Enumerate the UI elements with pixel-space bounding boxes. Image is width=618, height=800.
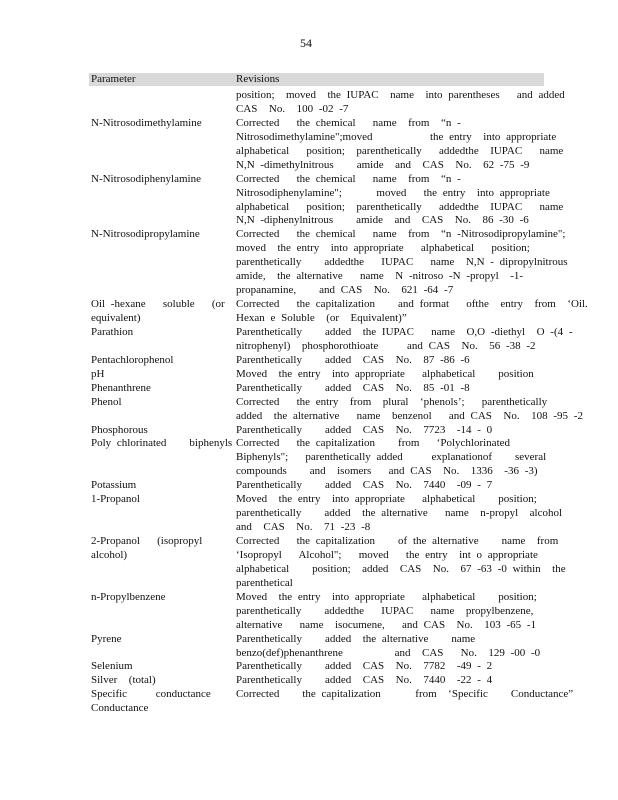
revision-cell <box>236 688 574 716</box>
parameter-cell <box>91 437 236 479</box>
revision-line: Corrected the chemical name from “n -Nitrosodipropylamine"; <box>236 228 566 241</box>
table-row <box>91 172 564 229</box>
table-row <box>91 535 566 591</box>
revision-line: Parenthetically added CAS No. 7723 -14 - 0 <box>236 423 493 436</box>
table-row <box>91 674 541 688</box>
parameter-cell <box>91 298 236 326</box>
table-row <box>91 395 583 424</box>
parameter-line: N-Nitrosodipropylamine <box>91 228 200 241</box>
parameter-line: Phenol <box>91 395 122 408</box>
revision-cell <box>236 674 536 688</box>
revision-cell <box>236 479 536 493</box>
table-row <box>91 228 568 298</box>
revision-line: position; moved the IUPAC name into parentheses and added <box>236 89 565 101</box>
revision-cell <box>236 228 568 298</box>
revision-line: compounds and isomers and CAS No. 1336 -36 -3) <box>236 465 538 478</box>
revision-line: propanamine, and CAS No. 621 -64 -7 <box>236 284 454 297</box>
revision-line: Moved the entry into appropriate alphabetical position <box>236 367 534 380</box>
revision-cell <box>236 89 565 117</box>
parameter-cell <box>91 535 236 591</box>
revision-line: Nitrosodiphenylamine"; moved the entry into appropriate <box>236 186 550 199</box>
revision-line: alphabetical position; parenthetically addedthe IUPAC name <box>236 200 564 213</box>
revision-line: Corrected the chemical name from “n - <box>236 172 461 185</box>
parameter-line: alcohol) <box>91 548 128 561</box>
parameter-cell <box>91 326 236 354</box>
revision-line: Parenthetically added CAS No. 85 -01 -8 <box>236 381 470 394</box>
parameter-line: Parathion <box>91 325 134 338</box>
parameter-cell <box>91 688 236 716</box>
revision-line: nitrophenyl) phosphorothioate and CAS No. 56 -38 -2 <box>236 339 536 352</box>
parameter-cell <box>91 660 236 674</box>
revision-line: Hexan e Soluble (or Equivalent)” <box>236 312 407 324</box>
revision-cell <box>236 325 573 354</box>
parameter-line: 2-Propanol (isopropyl <box>91 535 203 547</box>
revision-cell <box>236 382 536 396</box>
parameter-line: Phenanthrene <box>91 381 151 394</box>
parameter-cell <box>91 117 236 173</box>
table-row <box>91 382 541 396</box>
table-row <box>91 493 563 535</box>
table-row <box>91 660 541 674</box>
revision-cell <box>236 116 564 173</box>
revision-line: benzo(def)phenanthrene and CAS No. 129 -00 -0 <box>236 646 541 659</box>
parameter-cell <box>91 173 236 229</box>
revision-cell <box>236 493 563 535</box>
revision-line: Nitrosodimethylamine";moved the entry into appropriate <box>236 130 557 143</box>
revision-cell <box>236 368 536 382</box>
revision-line: Corrected the capitalization from ‘Polychlorinated <box>236 437 511 450</box>
revision-line: alphabetical position; added CAS No. 67 -63 -0 within the <box>236 562 566 575</box>
revision-line: and CAS No. 71 -23 -8 <box>236 521 371 534</box>
parameter-line: Pyrene <box>91 632 122 645</box>
parameter-line: n-Propylbenzene <box>91 590 166 603</box>
parameter-cell <box>91 228 236 298</box>
revision-line: parenthetically addedthe IUPAC name N,N - dipropylnitrous <box>236 256 568 269</box>
table-row <box>91 354 541 368</box>
parameter-line: Phosphorous <box>91 423 148 436</box>
revision-line: parenthetically addedthe IUPAC name propylbenzene, <box>236 604 534 617</box>
parameter-line: N-Nitrosodimethylamine <box>91 116 202 129</box>
revision-line: Parenthetically added the IUPAC name O,O -diethyl O -(4 - <box>236 325 573 338</box>
table-row <box>91 368 541 382</box>
parameter-line: Selenium <box>91 660 133 673</box>
revision-cell <box>236 660 536 674</box>
table-row <box>91 89 565 117</box>
page-number-text: 54 <box>300 36 312 50</box>
revision-cell <box>236 424 536 438</box>
revision-cell <box>236 354 536 368</box>
header-revisions: Revisions <box>236 73 280 85</box>
revision-line: Corrected the capitalization of the alternative name from <box>236 535 559 547</box>
parameter-line: pH <box>91 367 105 380</box>
revision-line: N,N -diphenylnitrous amide and CAS No. 86 -30 -6 <box>236 214 529 227</box>
table-row <box>91 424 541 438</box>
parameter-cell <box>91 674 236 688</box>
table-row <box>91 591 541 633</box>
revision-line: parenthetical <box>236 576 293 589</box>
revision-cell <box>236 298 588 326</box>
parameter-line: Conductance <box>91 702 149 715</box>
revision-line: Moved the entry into appropriate alphabetical position; <box>236 590 537 603</box>
parameter-cell <box>91 479 236 493</box>
parameter-line: Pentachlorophenol <box>91 353 174 366</box>
revision-line: Parenthetically added CAS No. 7782 -49 - 2 <box>236 660 493 673</box>
parameter-line: N-Nitrosodiphenylamine <box>91 172 201 185</box>
revision-line: Parenthetically added CAS No. 7440 -22 - 4 <box>236 674 493 687</box>
revision-line: ‘Isopropyl Alcohol"; moved the entry int o appropriate <box>236 548 538 561</box>
table-row <box>91 298 588 326</box>
parameter-cell <box>91 368 236 382</box>
revision-cell <box>236 535 566 591</box>
revision-line: alphabetical position; parenthetically addedthe IUPAC name <box>236 144 564 157</box>
revision-line: Corrected the chemical name from “n - <box>236 116 461 129</box>
parameter-cell <box>91 89 236 117</box>
revision-cell <box>236 172 564 229</box>
parameter-cell <box>91 424 236 438</box>
revision-line: alternative name isocumene, and CAS No. 103 -65 -1 <box>236 618 537 631</box>
parameter-cell <box>91 354 236 368</box>
revision-cell <box>236 437 547 479</box>
parameter-line: Potassium <box>91 479 137 492</box>
parameter-line: 1-Propanol <box>91 493 140 506</box>
table-row <box>91 325 573 354</box>
revision-cell <box>236 632 541 661</box>
table-row <box>91 479 541 493</box>
parameter-line: Oil -hexane soluble (or <box>91 298 225 311</box>
table-row <box>91 116 564 173</box>
parameter-cell <box>91 382 236 396</box>
revision-cell <box>236 395 583 424</box>
parameter-cell <box>91 591 236 633</box>
revision-line: amide, the alternative name N -nitroso -N -propyl -1- <box>236 270 524 283</box>
revision-line: N,N -dimethylnitrous amide and CAS No. 62 -75 -9 <box>236 158 530 171</box>
parameter-line: Poly chlorinated biphenyls <box>91 437 233 450</box>
revision-cell <box>236 591 536 633</box>
table-row <box>91 688 574 716</box>
revision-line: Moved the entry into appropriate alphabetical position; <box>236 493 537 506</box>
parameter-cell <box>91 633 236 661</box>
parameter-line: Silver (total) <box>91 674 156 687</box>
revision-line: moved the entry into appropriate alphabetical position; <box>236 242 530 255</box>
page-number <box>0 36 618 51</box>
table-header <box>89 73 544 86</box>
revision-line: Parenthetically added CAS No. 7440 -09 - 7 <box>236 479 493 492</box>
revision-line: parenthetically added the alternative name n-propyl alcohol <box>236 507 563 520</box>
revision-line: Parenthetically added CAS No. 87 -86 -6 <box>236 353 470 366</box>
header-parameter: Parameter <box>91 73 136 85</box>
revision-line: CAS No. 100 -02 -7 <box>236 102 349 115</box>
revision-line: Corrected the capitalization and format ofthe entry from ‘Oil. <box>236 298 588 311</box>
revision-line: added the alternative name benzenol and CAS No. 108 -95 -2 <box>236 409 583 422</box>
parameter-line: Specific conductance <box>91 688 211 701</box>
revision-line: Parenthetically added the alternative name <box>236 632 476 645</box>
revisions-table <box>91 89 588 716</box>
revision-line: Corrected the capitalization from ‘Specific Conductance” <box>236 688 574 701</box>
revision-line: Biphenyls"; parenthetically added explanationof several <box>236 451 547 464</box>
revision-line: Corrected the entry from plural ‘phenols’; parenthetically <box>236 395 548 408</box>
table-row <box>91 437 547 479</box>
parameter-cell <box>91 396 236 424</box>
parameter-line: equivalent) <box>91 312 141 324</box>
table-row <box>91 633 541 661</box>
parameter-cell <box>91 493 236 535</box>
